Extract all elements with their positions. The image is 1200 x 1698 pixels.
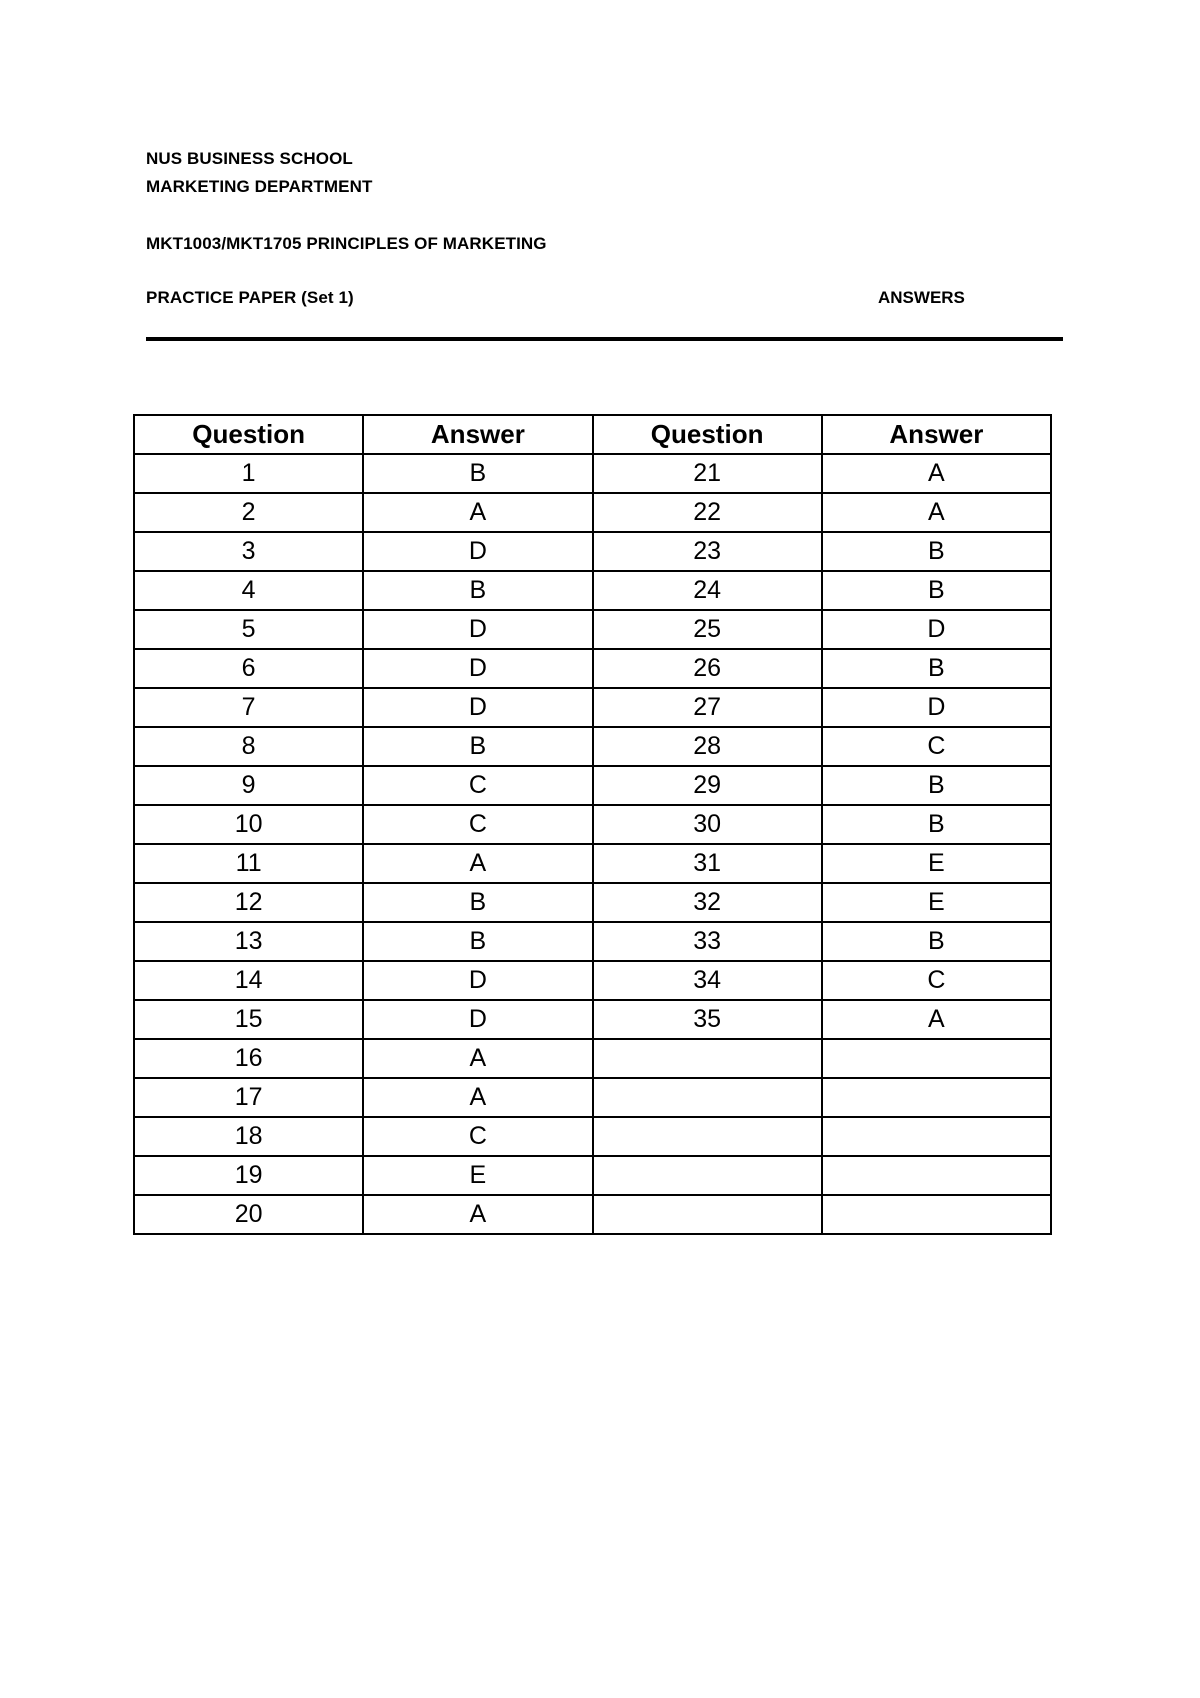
table-row	[134, 766, 1051, 805]
answer-cell: B	[822, 649, 1051, 688]
question-cell	[593, 1156, 822, 1195]
column-header-answer-1: Answer	[363, 415, 592, 454]
answer-cell: B	[363, 454, 592, 493]
question-cell: 8	[134, 727, 363, 766]
question-cell: 21	[593, 454, 822, 493]
answer-table-body	[134, 454, 1051, 1234]
table-row	[134, 1000, 1051, 1039]
question-cell: 28	[593, 727, 822, 766]
table-row	[134, 1117, 1051, 1156]
question-cell: 35	[593, 1000, 822, 1039]
answer-cell: D	[363, 1000, 592, 1039]
answer-cell: C	[822, 961, 1051, 1000]
answer-cell: A	[363, 493, 592, 532]
answer-cell: C	[363, 805, 592, 844]
table-row	[134, 1156, 1051, 1195]
answer-cell: B	[363, 571, 592, 610]
answer-cell: B	[822, 766, 1051, 805]
question-cell: 24	[593, 571, 822, 610]
question-cell: 16	[134, 1039, 363, 1078]
answer-cell: D	[363, 610, 592, 649]
answer-cell: D	[363, 532, 592, 571]
table-row	[134, 493, 1051, 532]
question-cell: 14	[134, 961, 363, 1000]
table-row	[134, 805, 1051, 844]
answer-cell: E	[822, 883, 1051, 922]
table-row	[134, 649, 1051, 688]
table-row	[134, 1195, 1051, 1234]
department-name: MARKETING DEPARTMENT	[146, 177, 373, 196]
answer-cell: A	[822, 454, 1051, 493]
question-cell: 26	[593, 649, 822, 688]
answer-cell: A	[363, 1078, 592, 1117]
question-cell: 23	[593, 532, 822, 571]
table-row	[134, 961, 1051, 1000]
question-cell: 19	[134, 1156, 363, 1195]
question-cell: 27	[593, 688, 822, 727]
question-cell: 4	[134, 571, 363, 610]
question-cell: 33	[593, 922, 822, 961]
answers-label: ANSWERS	[878, 288, 965, 307]
question-cell: 29	[593, 766, 822, 805]
answer-cell: B	[363, 922, 592, 961]
question-cell: 11	[134, 844, 363, 883]
table-row	[134, 1078, 1051, 1117]
table-row	[134, 610, 1051, 649]
answer-cell	[822, 1156, 1051, 1195]
answer-cell	[822, 1117, 1051, 1156]
answer-cell: B	[822, 532, 1051, 571]
question-cell	[593, 1039, 822, 1078]
question-cell: 30	[593, 805, 822, 844]
question-cell: 32	[593, 883, 822, 922]
column-header-question-1: Question	[134, 415, 363, 454]
question-cell: 12	[134, 883, 363, 922]
column-header-question-2: Question	[593, 415, 822, 454]
answer-cell: B	[363, 727, 592, 766]
table-row	[134, 883, 1051, 922]
answer-cell: B	[822, 805, 1051, 844]
question-cell: 5	[134, 610, 363, 649]
question-cell: 10	[134, 805, 363, 844]
question-cell: 3	[134, 532, 363, 571]
answer-table	[133, 414, 1052, 1235]
answer-cell: D	[363, 688, 592, 727]
answer-cell	[822, 1078, 1051, 1117]
column-header-answer-2: Answer	[822, 415, 1051, 454]
question-cell: 22	[593, 493, 822, 532]
question-cell: 7	[134, 688, 363, 727]
answer-cell: B	[363, 883, 592, 922]
answer-cell: B	[822, 571, 1051, 610]
answer-cell: E	[822, 844, 1051, 883]
course-title: MKT1003/MKT1705 PRINCIPLES OF MARKETING	[146, 234, 547, 253]
question-cell	[593, 1078, 822, 1117]
question-cell: 6	[134, 649, 363, 688]
header-divider	[146, 337, 1063, 341]
answer-cell: D	[822, 688, 1051, 727]
answer-cell: D	[363, 649, 592, 688]
answer-cell: C	[822, 727, 1051, 766]
question-cell: 20	[134, 1195, 363, 1234]
table-row	[134, 571, 1051, 610]
question-cell: 25	[593, 610, 822, 649]
answer-cell: A	[363, 1195, 592, 1234]
answer-cell: C	[363, 1117, 592, 1156]
question-cell: 1	[134, 454, 363, 493]
answer-cell	[822, 1195, 1051, 1234]
answer-cell	[822, 1039, 1051, 1078]
question-cell: 31	[593, 844, 822, 883]
question-cell: 2	[134, 493, 363, 532]
question-cell: 34	[593, 961, 822, 1000]
table-row	[134, 532, 1051, 571]
question-cell	[593, 1195, 822, 1234]
question-cell: 9	[134, 766, 363, 805]
answer-cell: C	[363, 766, 592, 805]
answer-cell: B	[822, 922, 1051, 961]
table-row	[134, 1039, 1051, 1078]
paper-title: PRACTICE PAPER (Set 1)	[146, 288, 354, 307]
answer-cell: D	[363, 961, 592, 1000]
table-header-row	[134, 415, 1051, 454]
table-row	[134, 922, 1051, 961]
answer-cell: A	[363, 1039, 592, 1078]
school-name: NUS BUSINESS SCHOOL	[146, 149, 353, 168]
answer-cell: A	[822, 493, 1051, 532]
answer-cell: E	[363, 1156, 592, 1195]
question-cell: 17	[134, 1078, 363, 1117]
table-row	[134, 688, 1051, 727]
question-cell	[593, 1117, 822, 1156]
answer-cell: A	[822, 1000, 1051, 1039]
answer-cell: D	[822, 610, 1051, 649]
question-cell: 18	[134, 1117, 363, 1156]
answer-cell: A	[363, 844, 592, 883]
table-row	[134, 727, 1051, 766]
table-row	[134, 454, 1051, 493]
table-row	[134, 844, 1051, 883]
question-cell: 13	[134, 922, 363, 961]
question-cell: 15	[134, 1000, 363, 1039]
